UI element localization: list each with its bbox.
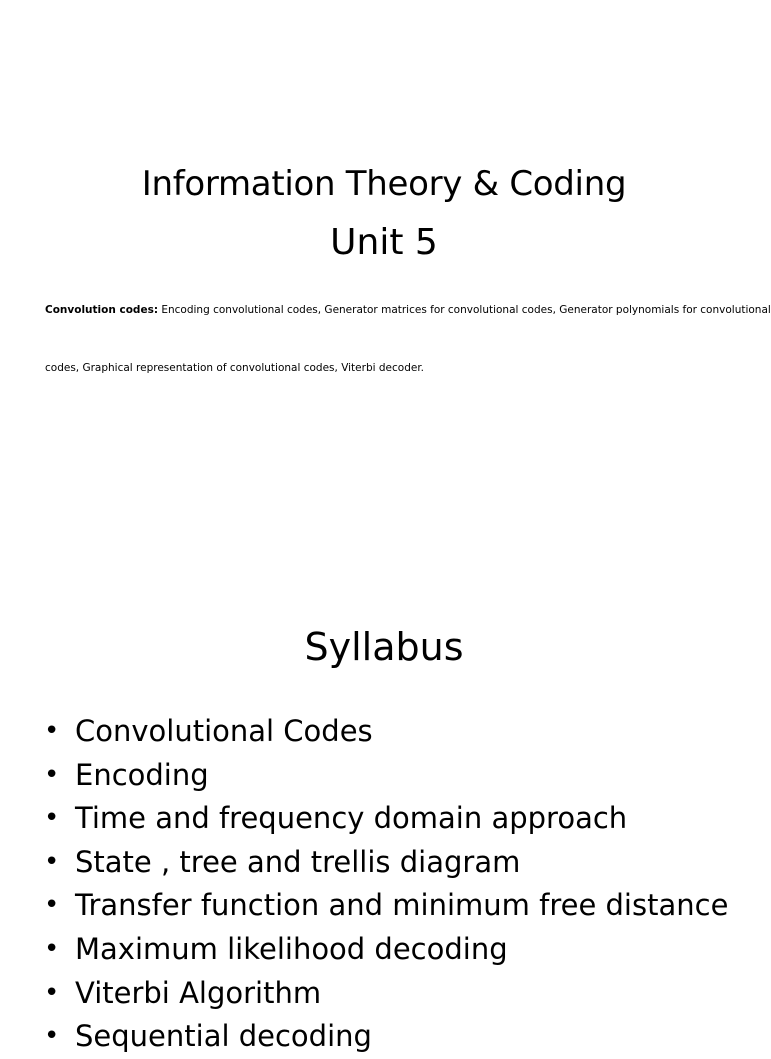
list-item [0,710,768,754]
syllabus-summary-text-1: Encoding convolutional codes, Generator matrices for convolutional codes, Generator polynomials for convolutional [158,304,771,316]
syllabus-slide [0,560,768,1054]
unit-title: Unit 5 [330,222,438,263]
syllabus-summary-line-2: codes, Graphical representation of convolutional codes, Viterbi decoder. [45,362,425,374]
topic-text: Viterbi Algorithm [75,975,322,1010]
list-item [0,1015,768,1059]
topic-text: Time and frequency domain approach [75,801,628,836]
bullet-icon: • [44,1021,60,1052]
deck-title: Information Theory & Coding [141,164,627,204]
syllabus-summary-label: Convolution codes [45,304,154,316]
bullet-icon: • [44,933,60,964]
bullet-icon: • [44,803,60,834]
topic-list [0,710,768,1059]
list-item [0,754,768,798]
list-item [0,884,768,928]
list-item [0,797,768,841]
bullet-icon: • [44,716,60,746]
syllabus-summary-separator: : [153,304,159,316]
bullet-icon: • [44,890,60,921]
topic-text: Convolutional Codes [75,714,373,748]
bullet-icon: • [44,846,60,877]
list-item [0,841,768,885]
bullet-icon: • [44,759,60,790]
topic-text: Sequential decoding [75,1019,372,1054]
topic-text: Encoding [75,757,209,792]
bullet-icon: • [44,977,60,1008]
list-item [0,972,768,1016]
topic-text: State , tree and trellis diagram [75,844,521,879]
syllabus-summary-line-1 [45,303,771,317]
list-item [0,928,768,972]
syllabus-heading: Syllabus [304,625,464,669]
topic-text: Transfer function and minimum free distance [75,888,729,923]
topic-text: Maximum likelihood decoding [75,931,508,966]
